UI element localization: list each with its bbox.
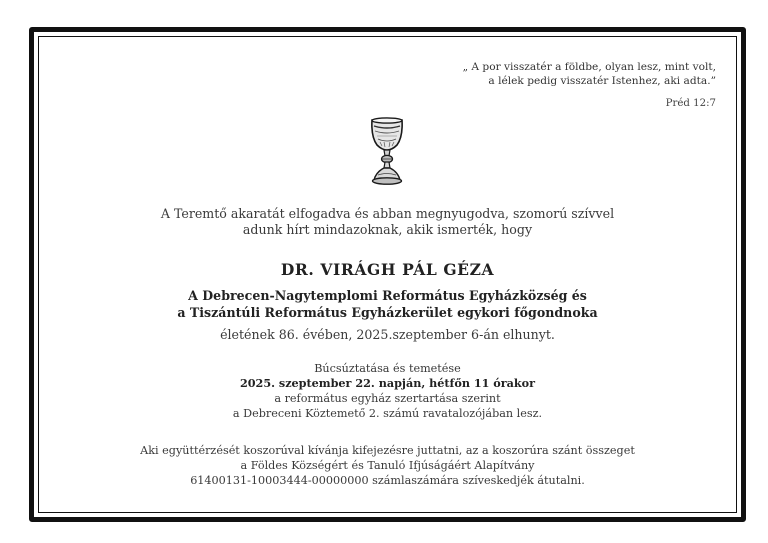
funeral-line-1: Búcsúztatása és temetése: [314, 362, 461, 375]
positions-line-2: a Tiszántúli Református Egyházkerület egykori főgondnoka: [177, 305, 598, 320]
funeral-line-3: a református egyház szertartása szerint: [274, 392, 501, 405]
bible-quote: [463, 61, 716, 88]
death-notice: életének 86. évében, 2025.szeptember 6-án elhunyt.: [220, 327, 555, 342]
funeral-info: [34, 361, 741, 421]
intro-line-1: A Teremtő akaratát elfogadva és abban megnyugodva, szomorú szívvel: [160, 206, 615, 221]
quote-reference: Préd 12:7: [665, 98, 716, 109]
quote-line-1: „ A por visszatér a földbe, olyan lesz, mint volt,: [462, 61, 716, 73]
chalice-icon: [367, 115, 407, 187]
deceased-name: DR. VIRÁGH PÁL GÉZA: [280, 260, 495, 279]
donation-line-3: 61400131-10003444-00000000 számlaszámára szíveskedjék átutalni.: [190, 473, 585, 487]
card-frame-outer: [29, 27, 746, 522]
intro-text: [34, 206, 741, 238]
donation-line-2: a Földes Községért és Tanuló Ifjúságáért Alapítvány: [240, 458, 535, 472]
donation-line-1: Aki együttérzését koszorúval kívánja kifejezésre juttatni, az a koszorúra szánt összeget: [140, 444, 635, 457]
donation-info: [34, 444, 741, 488]
quote-line-2: a lélek pedig visszatér Istenhez, aki adta.”: [488, 74, 716, 87]
funeral-line-4: a Debreceni Köztemető 2. számú ravatalozójában lesz.: [232, 407, 543, 420]
funeral-date: 2025. szeptember 22. napján, hétfőn 11 órakor: [239, 376, 536, 390]
positions-text: [34, 287, 741, 321]
intro-line-2: adunk hírt mindazoknak, akik ismerték, hogy: [242, 222, 533, 237]
positions-line-1: A Debrecen-Nagytemplomi Református Egyházközség és: [188, 288, 587, 303]
